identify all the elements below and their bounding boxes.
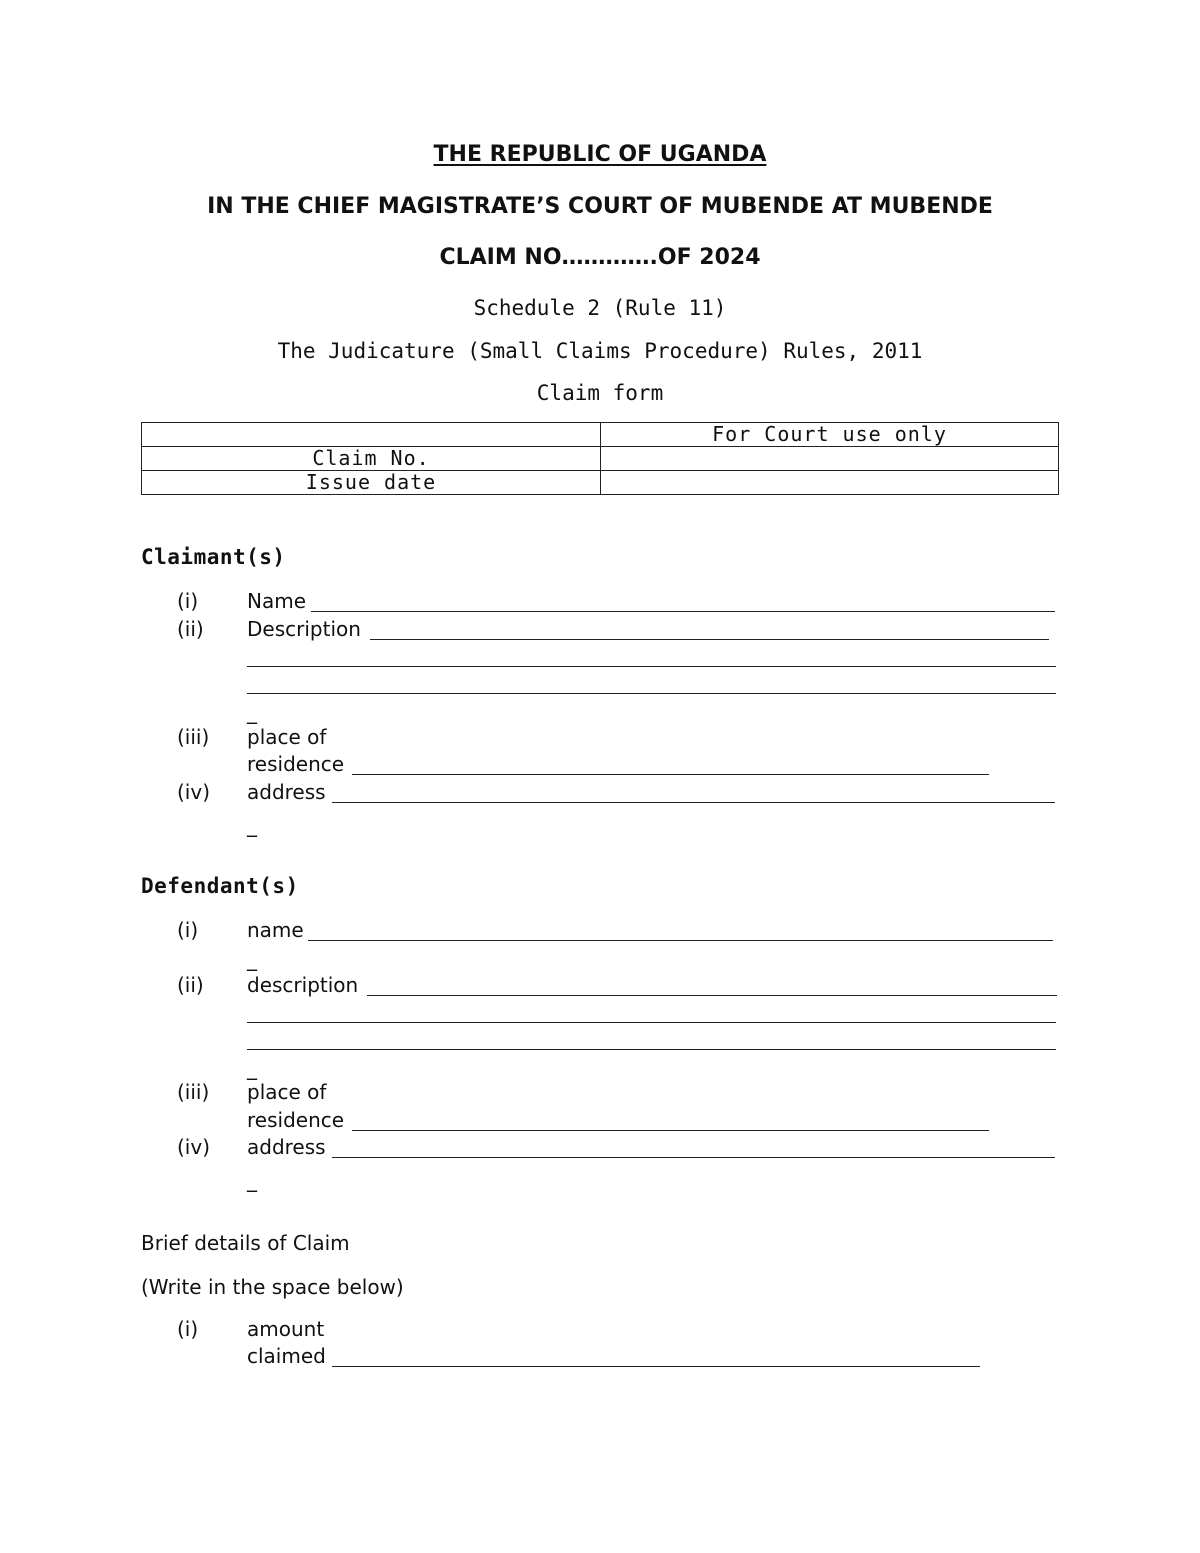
dash-mark: _ — [247, 947, 257, 971]
claim-details-instruction: (Write in the space below) — [141, 1275, 404, 1299]
claimant-residence-label-2: residence — [247, 752, 345, 776]
item-number: (iv) — [177, 1135, 210, 1159]
rules-line: The Judicature (Small Claims Procedure) Rules, 2011 — [277, 339, 923, 363]
defendant-address-label: address — [247, 1135, 326, 1159]
claimant-heading: Claimant(s) — [141, 545, 286, 569]
table-cell-empty — [142, 423, 601, 447]
republic-heading: THE REPUBLIC OF UGANDA — [433, 142, 767, 167]
table-row — [142, 447, 1059, 471]
amount-claimed-field[interactable] — [332, 1366, 980, 1367]
claim-no-field[interactable] — [601, 447, 1059, 471]
court-use-header: For Court use only — [601, 423, 1059, 447]
defendant-description-line-2[interactable] — [247, 1022, 1056, 1023]
defendant-residence-label: place of — [247, 1080, 327, 1104]
amount-label-2: claimed — [247, 1344, 326, 1368]
issue-date-label: Issue date — [142, 471, 601, 495]
claim-number-heading: CLAIM NO………….OF 2024 — [439, 245, 761, 270]
item-number: (ii) — [177, 617, 204, 641]
item-number: (i) — [177, 589, 199, 613]
court-use-table — [141, 422, 1059, 495]
table-row — [142, 423, 1059, 447]
defendant-name-label: name — [247, 918, 304, 942]
defendant-address-field[interactable] — [332, 1157, 1055, 1158]
schedule-line: Schedule 2 (Rule 11) — [473, 296, 727, 320]
dash-mark: _ — [247, 813, 257, 837]
item-number: (iii) — [177, 725, 210, 749]
item-number: (iii) — [177, 1080, 210, 1104]
claimant-address-field[interactable] — [332, 802, 1055, 803]
defendant-description-line-3[interactable] — [247, 1049, 1056, 1050]
defendant-residence-label-2: residence — [247, 1108, 345, 1132]
claim-no-label: Claim No. — [142, 447, 601, 471]
claim-details-heading: Brief details of Claim — [141, 1231, 350, 1255]
claimant-description-line-2[interactable] — [247, 666, 1056, 667]
defendant-description-label: description — [247, 973, 359, 997]
claimant-name-label: Name — [247, 589, 307, 613]
issue-date-field[interactable] — [601, 471, 1059, 495]
dash-mark: _ — [247, 1056, 257, 1080]
claimant-description-label: Description — [247, 617, 361, 641]
defendant-description-field[interactable] — [367, 995, 1057, 996]
court-heading: IN THE CHIEF MAGISTRATE’S COURT OF MUBENDE AT MUBENDE — [207, 194, 993, 219]
defendant-residence-field[interactable] — [352, 1130, 989, 1131]
item-number: (i) — [177, 1317, 199, 1341]
dash-mark: _ — [247, 1168, 257, 1192]
claimant-residence-label: place of — [247, 725, 327, 749]
claimant-residence-field[interactable] — [352, 774, 989, 775]
claimant-address-label: address — [247, 780, 326, 804]
claimant-description-field[interactable] — [370, 639, 1049, 640]
item-number: (ii) — [177, 973, 204, 997]
defendant-heading: Defendant(s) — [141, 874, 299, 898]
table-row — [142, 471, 1059, 495]
form-title: Claim form — [536, 381, 664, 405]
defendant-name-field[interactable] — [308, 940, 1053, 941]
dash-mark: _ — [247, 700, 257, 724]
claimant-name-field[interactable] — [311, 611, 1055, 612]
claimant-description-line-3[interactable] — [247, 693, 1056, 694]
item-number: (i) — [177, 918, 199, 942]
amount-label: amount — [247, 1317, 325, 1341]
item-number: (iv) — [177, 780, 210, 804]
